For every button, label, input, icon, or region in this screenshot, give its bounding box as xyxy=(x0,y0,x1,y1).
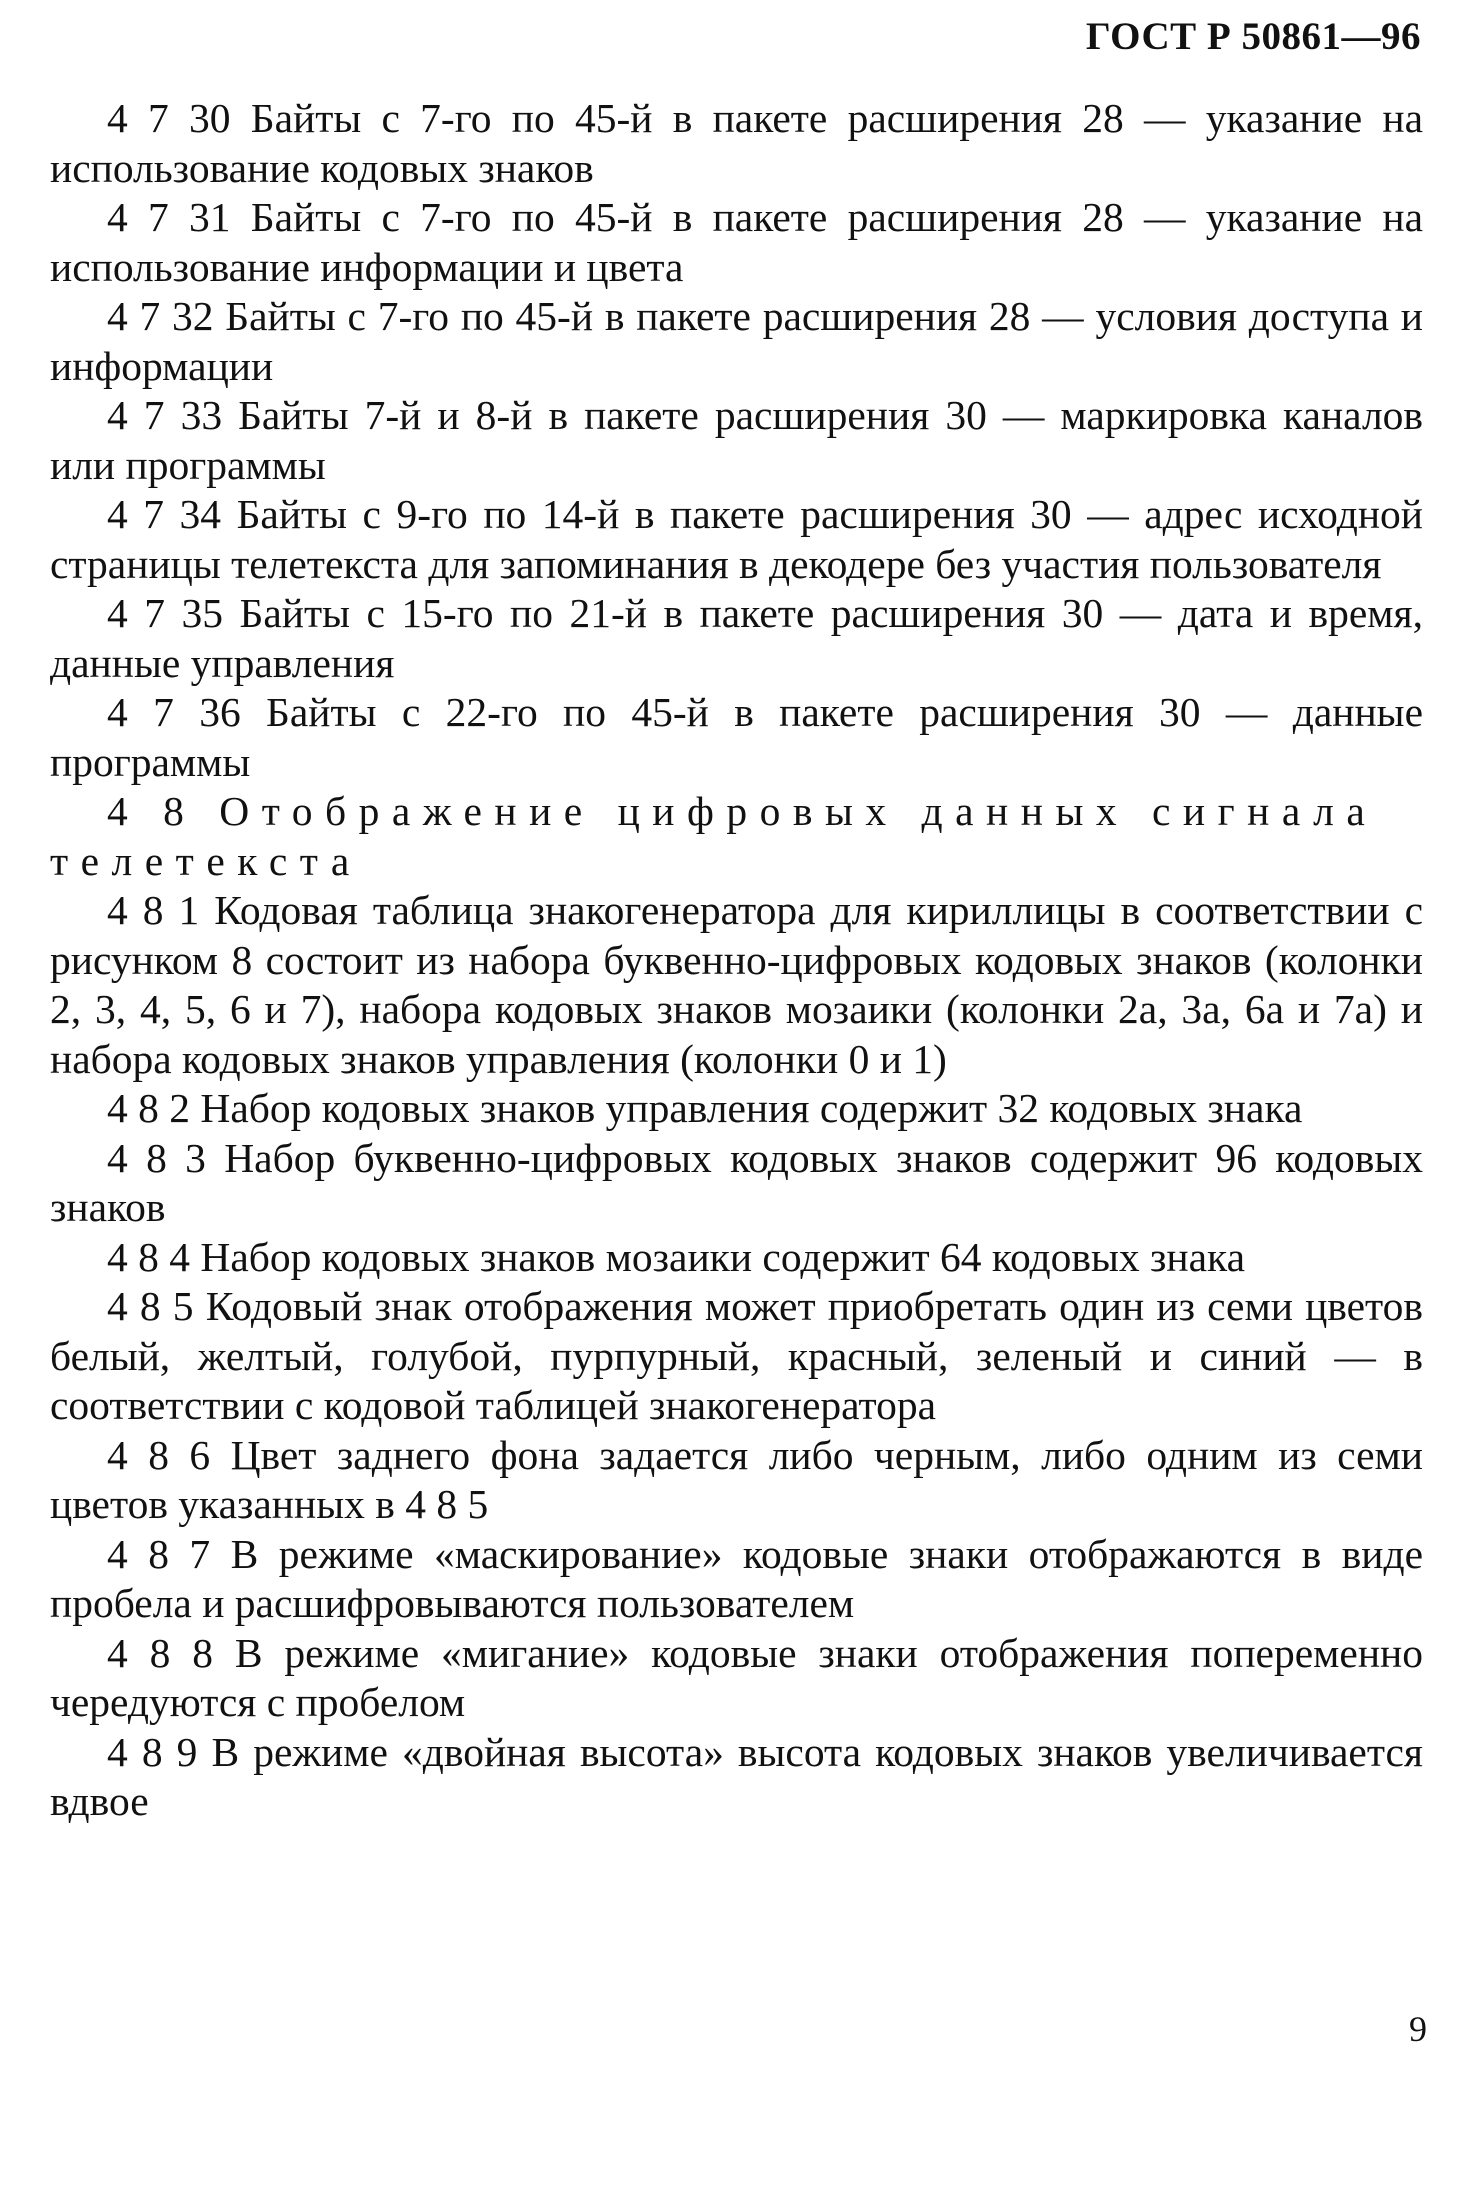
clause-4-7-33: 4 7 33 Байты 7-й и 8-й в пакете расширения 30 — маркировка каналов или программы xyxy=(50,392,1423,488)
clause-4-8-2: 4 8 2 Набор кодовых знаков управления содержит 32 кодовых знака xyxy=(107,1085,1303,1131)
section-4-8-title: 4 8 Отображение цифровых данных сигнала телетекста xyxy=(50,788,1378,884)
clause-4-8-9: 4 8 9 В режиме «двойная высота» высота кодовых знаков увеличивается вдвое xyxy=(50,1728,1423,1824)
page-number: 9 xyxy=(1409,2009,1427,2049)
clause-4-8-4: 4 8 4 Набор кодовых знаков мозаики содержит 64 кодовых знака xyxy=(107,1233,1245,1280)
clause-4-8-3: 4 8 3 Набор буквенно-цифровых кодовых знаков содержит 96 кодовых знаков xyxy=(50,1134,1423,1230)
clause-4-8-6: 4 8 6 Цвет заднего фона задается либо черным, либо одним из семи цветов указанных в 4 8 5 xyxy=(50,1431,1423,1527)
clause-4-8-8: 4 8 8 В режиме «мигание» кодовые знаки отображения попеременно чередуются с пробелом xyxy=(50,1629,1423,1725)
clause-4-7-30: 4 7 30 Байты с 7-го по 45-й в пакете расширения 28 — указание на использование кодовых знаков xyxy=(50,95,1423,191)
clause-4-7-36: 4 7 36 Байты с 22-го по 45-й в пакете расширения 30 — данные программы xyxy=(50,689,1423,785)
clause-4-7-32: 4 7 32 Байты с 7-го по 45-й в пакете расширения 28 — условия доступа и информации xyxy=(50,293,1423,389)
clause-4-7-31: 4 7 31 Байты с 7-го по 45-й в пакете расширения 28 — указание на использование информации и цвета xyxy=(50,194,1423,290)
clause-4-8-1: 4 8 1 Кодовая таблица знакогенератора для кириллицы в соответствии с рисунком 8 состоит из набора буквенно-цифровых кодовых знаков (колонки 2, 3, 4, 5, 6 и 7), набора кодовых знаков мозаики (колонки 2а, 3а, 6а и 7а) и набора кодовых знаков управления (колонки 0 и 1) xyxy=(50,887,1423,1082)
document-body xyxy=(50,94,1423,1827)
clause-4-7-35: 4 7 35 Байты с 15-го по 21-й в пакете расширения 30 — дата и время, данные управления xyxy=(50,590,1423,686)
standard-code-header: ГОСТ Р 50861—96 xyxy=(1085,15,1421,58)
clause-4-7-34: 4 7 34 Байты с 9-го по 14-й в пакете расширения 30 — адрес исходной страницы телетекста для запоминания в декодере без участия пользователя xyxy=(50,491,1423,587)
clause-4-8-7: 4 8 7 В режиме «маскирование» кодовые знаки отображаются в виде пробела и расшифровываются пользователем xyxy=(50,1530,1423,1626)
clause-4-8-5: 4 8 5 Кодовый знак отображения может приобретать один из семи цветов белый, желтый, голубой, пурпурный, красный, зеленый и синий — в соответствии с кодовой таблицей знакогенератора xyxy=(50,1283,1423,1428)
